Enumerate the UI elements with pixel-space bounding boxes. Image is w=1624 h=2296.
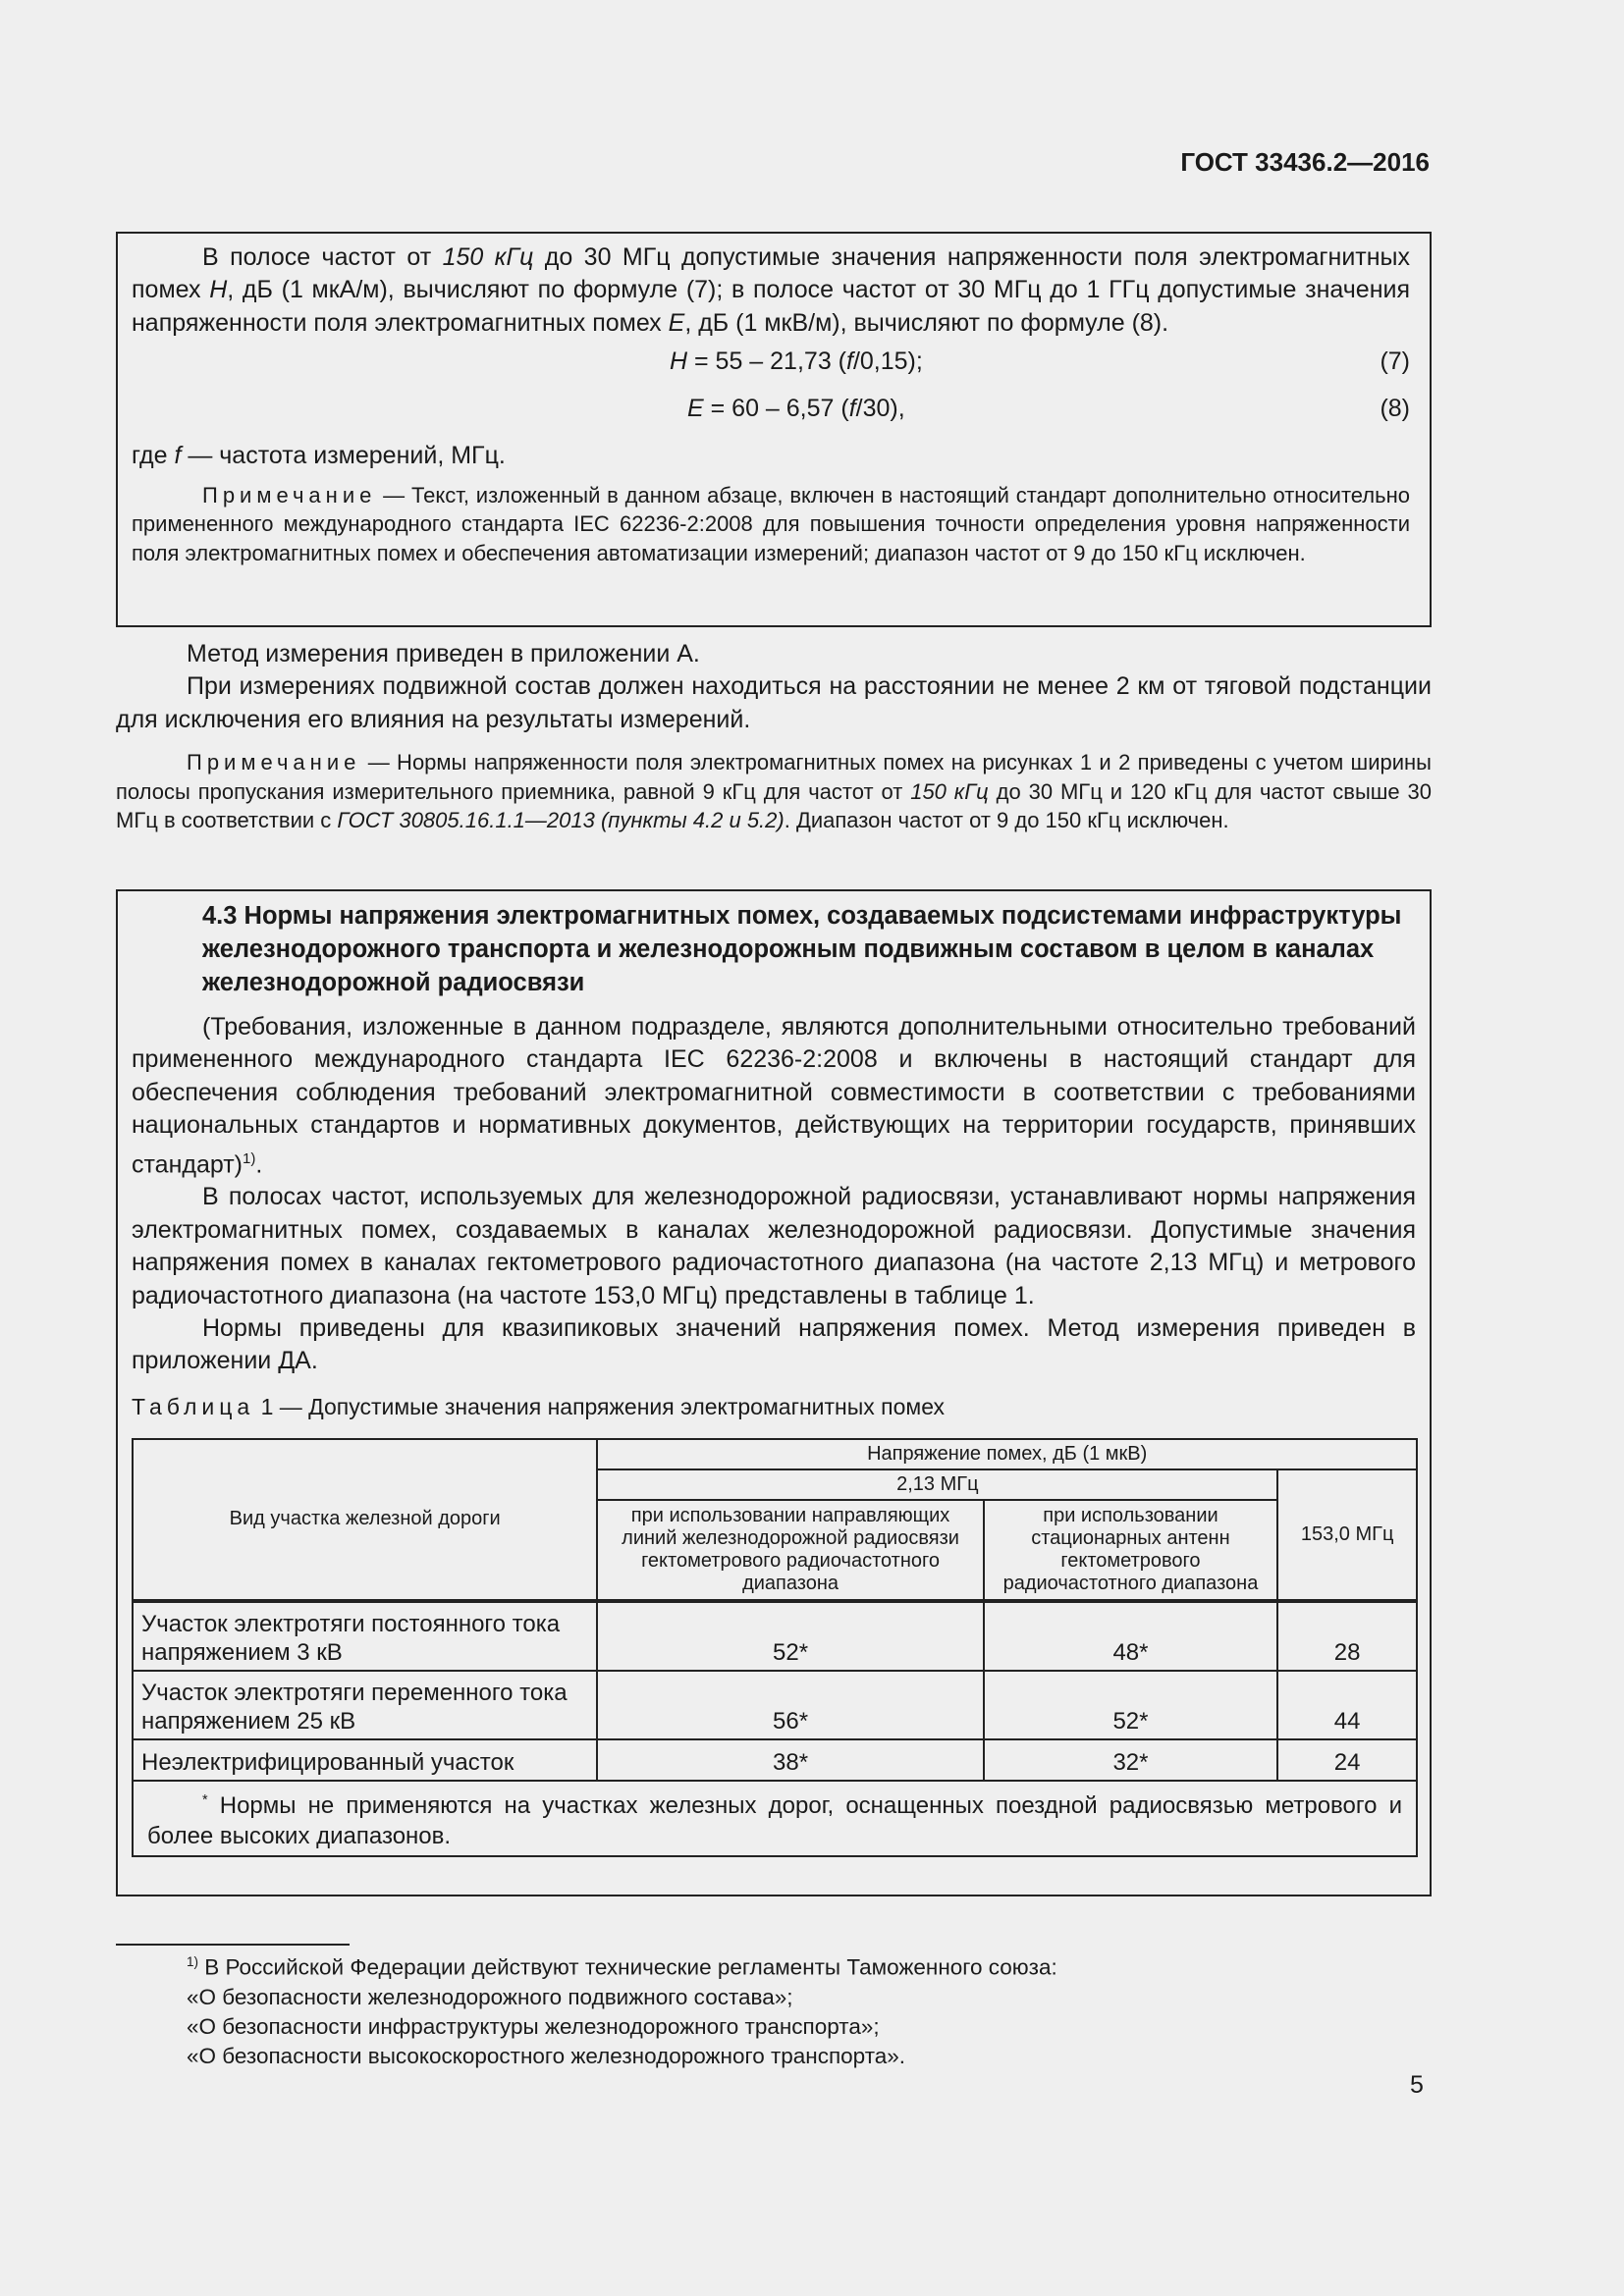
field-strength-paragraph: В полосе частот от 150 кГц до 30 МГц допустимые значения напряженности поля электромагнитных помех H, дБ (1 мкА/м), вычисляют по формуле (7); в полосе частот от 30 МГц до 1 ГГц допустимые значения напряженности поля электромагнитных помех E, дБ (1 мкВ/м), вычисляют по формуле (8).: [132, 243, 1411, 337]
section-heading: 4.3 Нормы напряжения электромагнитных помех, создаваемых подсистемами инфраструктуры железнодорожного транспорта и железнодорожным подвижным составом в целом в каналах железнодорожной радиосвязи: [202, 902, 1402, 996]
footnotes: $^{1)}$ В Российской Федерации действуют технические регламенты Таможенного союза: «О безопасности железнодорожного подвижного состава»; «О безопасности инфраструктуры железнодорожного транспорта»; «О безопасности высокоскоростного железнодорожного транспорта».: [187, 1948, 1057, 2071]
requirements-paragraph: (Требования, изложенные в данном подразделе, являются дополнительными относительно требований примененного международного стандарта IEC 62236-2:2008 и включены в настоящий стандарт для обеспечения соблюдения требований электромагнитной совместимости в соответствии с требованиями национальных стандартов и нормативных документов, действующих на территории государств, принявших стандарт)$^{1)}$.: [132, 1013, 1416, 1178]
interference-voltage-table: [132, 1438, 1418, 1857]
col-header-153-mhz: 153,0 МГц: [1277, 1469, 1417, 1601]
table-row: Участок электротяги переменного тока напряжением 25 кВ 56* 52* 44: [133, 1671, 1417, 1739]
formula-legend: где f — частота измерений, МГц.: [132, 442, 506, 470]
box-section-4-3: [116, 889, 1432, 1896]
col-header-2-13-mhz: 2,13 МГц: [597, 1469, 1277, 1500]
box-emc-field-strength: [116, 232, 1432, 627]
formula-8-number: (8): [1380, 395, 1410, 423]
table-caption: Таблица 1 — Допустимые значения напряжения электромагнитных помех: [132, 1393, 946, 1419]
standard-header: ГОСТ 33436.2—2016: [1180, 147, 1430, 177]
table-footnote: * Нормы не применяются на участках железных дорог, оснащенных поездной радиосвязью метрового и более высоких диапазонов.: [133, 1781, 1417, 1856]
middle-section: [116, 638, 1432, 835]
col-header-voltage: Напряжение помех, дБ (1 мкВ): [597, 1439, 1417, 1469]
col-header-section: Вид участка железной дороги: [133, 1439, 597, 1601]
quasi-peak-paragraph: Нормы приведены для квазипиковых значений напряжения помех. Метод измерения приведен в приложении ДА.: [132, 1313, 1416, 1375]
middle-note: Примечание — Нормы напряженности поля электромагнитных помех на рисунках 1 и 2 приведены с учетом ширины полосы пропускания измерительного приемника, равной 9 кГц для частот от 150 кГц до 30 МГц и 120 кГц для частот свыше 30 МГц в соответствии с ГОСТ 30805.16.1.1—2013 (пункты 4.2 и 5.2). Диапазон частот от 9 до 150 кГц исключен.: [116, 750, 1432, 833]
formula-7: H = 55 – 21,73 (f/0,15); (7): [670, 347, 1410, 376]
footnote-separator: [116, 1944, 350, 1946]
page-number: 5: [1410, 2071, 1424, 2099]
formula-7-number: (7): [1380, 347, 1410, 376]
col-header-guide-lines: при использовании направляющих линий железнодорожной радиосвязи гектометрового радиочастотного диапазона: [597, 1500, 983, 1601]
distance-paragraph: При измерениях подвижной состав должен находиться на расстоянии не менее 2 км от тяговой подстанции для исключения его влияния на результаты измерений.: [116, 672, 1432, 733]
frequency-bands-paragraph: В полосах частот, используемых для железнодорожной радиосвязи, устанавливают нормы напряжения электромагнитных помех, создаваемых в каналах железнодорожной радиосвязи. Допустимые значения напряжения помех в каналах гектометрового радиочастотного диапазона (на частоте 2,13 МГц) и метрового радиочастотного диапазона (на частоте 153,0 МГц) представлены в таблице 1.: [132, 1183, 1416, 1309]
table-row: Участок электротяги постоянного тока напряжением 3 кВ 52* 48* 28: [133, 1601, 1417, 1671]
box1-note: Примечание — Текст, изложенный в данном абзаце, включен в настоящий стандарт дополнительно относительно примененного международного стандарта IEC 62236-2:2008 для повышения точности определения уровня напряженности поля электромагнитных помех и обеспечения автоматизации измерений; диапазон частот от 9 до 150 кГц исключен.: [132, 482, 1410, 565]
col-header-antennas: при использовании стационарных антенн гектометрового радиочастотного диапазона: [984, 1500, 1278, 1601]
method-paragraph: Метод измерения приведен в приложении А.: [187, 640, 700, 667]
footnote-1: $^{1)}$ В Российской Федерации действуют технические регламенты Таможенного союза:: [187, 1954, 1057, 1980]
formula-8: E = 60 – 6,57 (f/30), (8): [687, 395, 1410, 423]
table-row: Неэлектрифицированный участок 38* 32* 24: [133, 1739, 1417, 1781]
